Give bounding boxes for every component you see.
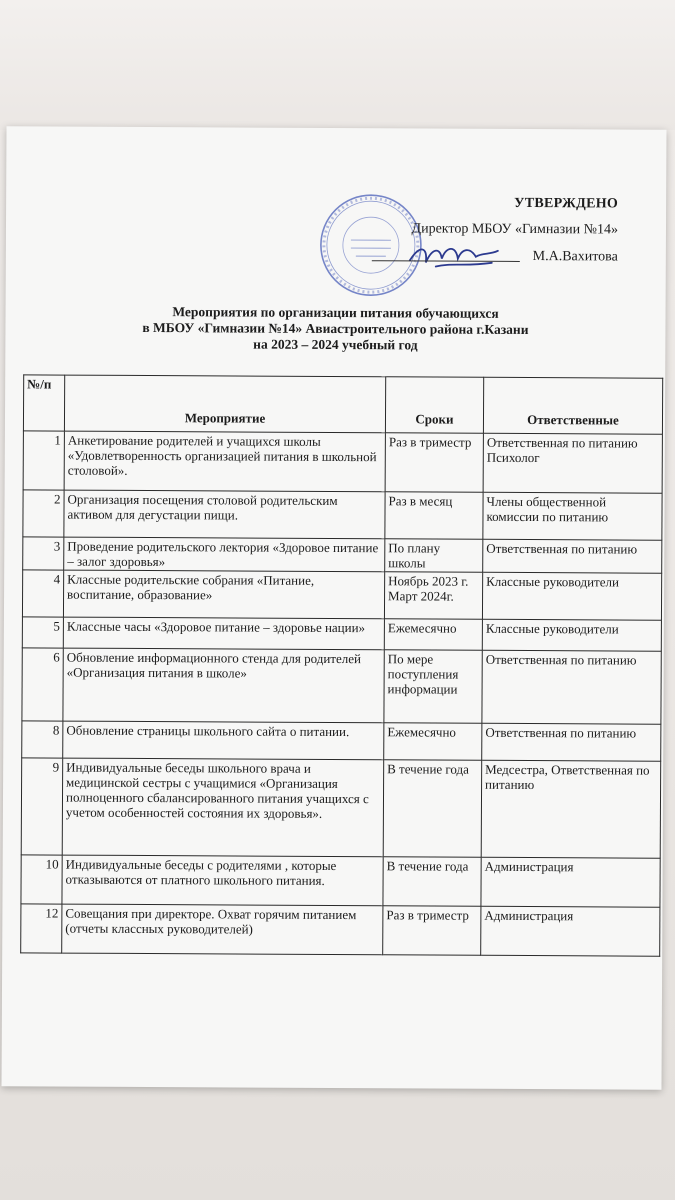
row-number: 5 xyxy=(22,617,63,648)
row-event: Индивидуальные беседы школьного врача и медицинской сестры с учащимися «Организация полноценного сбалансированного питания учащихся с учетом особенностей состояния их здоровья». xyxy=(62,758,384,857)
table-row xyxy=(23,431,662,493)
row-deadline: Раз в триместр xyxy=(383,906,481,956)
table-row xyxy=(22,617,661,651)
row-responsible: Ответственная по питанию xyxy=(483,539,662,573)
row-event: Обновление страницы школьного сайта о питании. xyxy=(63,721,384,760)
director-name: М.А.Вахитова xyxy=(532,249,618,265)
document-title-line-2: в МБОУ «Гимназии №14» Авиастроительного района г.Казани xyxy=(142,319,529,338)
row-responsible: Ответственная по питанию xyxy=(482,723,661,761)
row-responsible: Ответственная по питанию xyxy=(482,650,661,724)
row-responsible: Ответственная по питанию Психолог xyxy=(483,433,662,493)
row-event: Обновление информационного стенда для родителей «Организация питания в школе» xyxy=(63,648,384,723)
row-number: 12 xyxy=(21,904,62,953)
row-deadline: Ежемесячно xyxy=(384,723,482,761)
row-responsible: Администрация xyxy=(481,906,660,956)
row-deadline: Ноябрь 2023 г. Март 2024г. xyxy=(384,572,482,620)
row-deadline: Раз в триместр xyxy=(385,433,483,493)
header-responsible: Ответственные xyxy=(483,377,662,434)
header-event: Мероприятие xyxy=(64,375,385,433)
approval-heading: УТВЕРЖДЕНО xyxy=(514,195,619,212)
row-responsible: Члены общественной комиссии по питанию xyxy=(483,492,662,540)
row-number: 4 xyxy=(22,570,63,617)
table-row xyxy=(23,537,662,573)
row-deadline: В течение года xyxy=(383,857,481,907)
document-page xyxy=(1,126,666,1089)
row-event: Организация посещения столовой родительским активом для дегустации пищи. xyxy=(64,490,385,539)
table-row xyxy=(22,570,661,620)
row-deadline: В течение года xyxy=(383,760,482,858)
signature-icon xyxy=(406,236,516,275)
row-event: Индивидуальные беседы с родителями , которые отказываются от платного школьного питания. xyxy=(62,855,383,906)
row-event: Совещания при директоре. Охват горячим питанием (отчеты классных руководителей) xyxy=(62,904,383,955)
row-deadline: По плану школы xyxy=(385,539,483,573)
table-row xyxy=(22,721,661,761)
row-event: Проведение родительского лектория «Здоровое питание – залог здоровья» xyxy=(64,537,385,572)
row-number: 8 xyxy=(22,721,63,758)
table-row xyxy=(21,904,660,956)
row-responsible: Классные руководители xyxy=(482,619,661,651)
header-number: №/п xyxy=(23,375,64,431)
table-header-row xyxy=(23,375,662,434)
row-event: Классные часы «Здоровое питание – здоровье нации» xyxy=(63,617,384,650)
document-title-line-1: Мероприятия по организации питания обучающихся xyxy=(172,304,499,321)
row-responsible: Классные руководители xyxy=(482,572,661,620)
row-deadline: По мере поступления информации xyxy=(384,650,482,724)
row-number: 6 xyxy=(22,648,63,721)
row-event: Анкетирование родителей и учащихся школы «Удовлетворенность организацией питания в школьной столовой». xyxy=(64,431,385,492)
background-wall xyxy=(0,0,675,130)
row-number: 3 xyxy=(23,537,64,570)
row-responsible: Администрация xyxy=(481,857,660,907)
director-title: Директор МБОУ «Гимназии №14» xyxy=(411,221,619,238)
table-row xyxy=(21,758,660,858)
table-row xyxy=(23,490,662,540)
document-title-line-3: на 2023 – 2024 учебный год xyxy=(253,336,418,353)
row-deadline: Раз в месяц xyxy=(385,492,483,540)
row-number: 9 xyxy=(21,758,63,855)
row-event: Классные родительские собрания «Питание, воспитание, образование» xyxy=(63,570,384,619)
row-number: 10 xyxy=(21,855,62,904)
row-responsible: Медсестра, Ответственная по питанию xyxy=(481,760,661,858)
row-number: 2 xyxy=(23,490,64,537)
row-number: 1 xyxy=(23,431,64,490)
table-row xyxy=(22,648,661,724)
row-deadline: Ежемесячно xyxy=(384,619,482,651)
header-deadline: Сроки xyxy=(385,377,483,434)
table-row xyxy=(21,855,660,907)
events-table xyxy=(20,374,663,956)
